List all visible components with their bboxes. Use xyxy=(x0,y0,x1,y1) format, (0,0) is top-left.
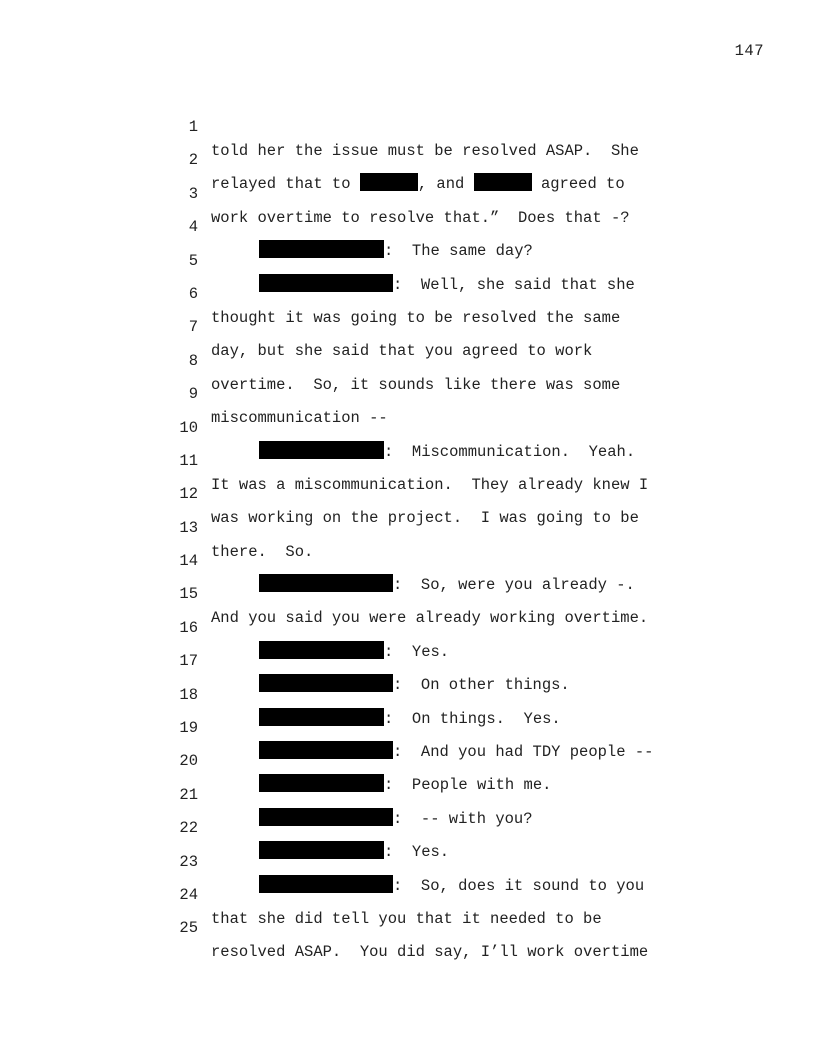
transcript-line xyxy=(0,225,816,294)
line-number: 15 xyxy=(179,585,198,604)
line-number: 16 xyxy=(179,618,198,637)
line-number: 3 xyxy=(188,184,198,203)
line-number: 24 xyxy=(179,885,198,904)
line-text: work overtime to resolve that.” Does that -? xyxy=(211,208,630,227)
line-text: : -- with you? xyxy=(393,809,533,828)
transcript-line xyxy=(0,291,816,361)
transcript-line xyxy=(0,91,816,160)
line-text: was working on the project. I was going to be xyxy=(211,509,639,528)
line-text: overtime. So, it sounds like there was some xyxy=(211,375,621,394)
transcript-line xyxy=(0,258,816,327)
line-text: : On other things. xyxy=(393,676,570,695)
line-number: 7 xyxy=(188,318,198,337)
line-number: 4 xyxy=(188,218,198,237)
transcript-body xyxy=(0,91,816,962)
line-text: : The same day? xyxy=(384,242,533,261)
line-text: : So, were you already -. xyxy=(393,576,635,595)
line-text: there. So. xyxy=(211,542,314,561)
transcript-line xyxy=(0,859,816,928)
line-number: 19 xyxy=(179,719,198,738)
line-text: thought it was going to be resolved the same xyxy=(211,308,621,327)
line-number: 25 xyxy=(179,919,198,938)
line-text: told her the issue must be resolved ASAP. She xyxy=(211,142,639,160)
page-number: 147 xyxy=(734,42,764,60)
line-text: : Yes. xyxy=(384,642,450,661)
line-text: : People with me. xyxy=(384,776,552,795)
line-number: 17 xyxy=(179,652,198,671)
line-number: 2 xyxy=(188,151,198,170)
line-text-segment: agreed to xyxy=(531,175,625,194)
line-number: 11 xyxy=(179,451,198,470)
line-text: : So, does it sound to you xyxy=(393,876,645,895)
transcript-line xyxy=(0,158,816,227)
line-number: 8 xyxy=(188,351,198,370)
line-number: 10 xyxy=(179,418,198,437)
line-number: 6 xyxy=(188,284,198,303)
line-number: 5 xyxy=(188,251,198,270)
line-number: 22 xyxy=(179,819,198,838)
transcript-line xyxy=(0,425,816,494)
line-number: 21 xyxy=(179,785,198,804)
transcript-line xyxy=(0,892,816,962)
line-text: : Well, she said that she xyxy=(393,275,635,294)
line-text: that she did tell you that it needed to be xyxy=(211,909,602,928)
line-text: miscommunication -- xyxy=(211,409,388,428)
line-text: : On things. Yes. xyxy=(384,709,561,728)
transcript-line xyxy=(0,191,816,261)
line-number: 1 xyxy=(188,118,198,136)
line-text: resolved ASAP. You did say, I’ll work overtime xyxy=(211,943,649,962)
line-text-segment: relayed that to xyxy=(211,175,360,194)
line-number: 20 xyxy=(179,752,198,771)
line-number: 13 xyxy=(179,518,198,537)
line-number: 12 xyxy=(179,485,198,504)
line-text: : And you had TDY people -- xyxy=(393,743,654,762)
line-text: day, but she said that you agreed to work xyxy=(211,342,593,361)
line-number: 23 xyxy=(179,852,198,871)
transcript-line xyxy=(0,592,816,661)
line-number: 9 xyxy=(188,385,198,404)
line-text: It was a miscommunication. They already knew I xyxy=(211,475,649,494)
line-text-segment: , and xyxy=(417,175,474,194)
transcript-line xyxy=(0,124,816,194)
line-text: : Yes. xyxy=(384,843,450,862)
transcript-line xyxy=(0,492,816,561)
line-text: And you said you were already working overtime. xyxy=(211,609,649,628)
line-number: 18 xyxy=(179,685,198,704)
line-text: : Miscommunication. Yeah. xyxy=(384,442,636,461)
transcript-line xyxy=(0,759,816,828)
transcript-line xyxy=(0,659,816,728)
line-number: 14 xyxy=(179,552,198,571)
transcript-line xyxy=(0,325,816,394)
